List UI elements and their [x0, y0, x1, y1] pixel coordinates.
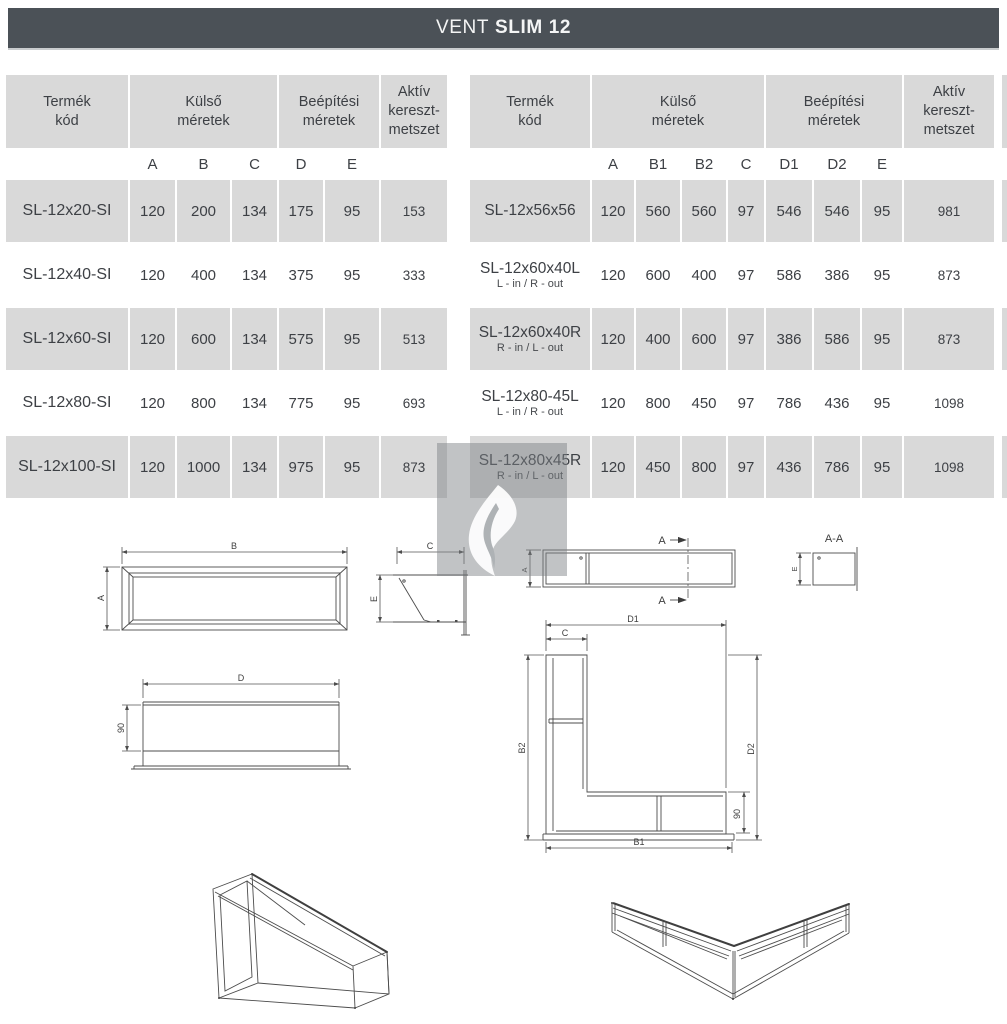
- dim-label-B1: B1: [633, 837, 645, 847]
- col-header-built-in-dims: Beépítési méretek: [766, 75, 902, 148]
- dim-value: 575: [279, 308, 323, 370]
- dim-value: 436: [824, 394, 850, 412]
- dim-value: 120: [130, 180, 175, 242]
- dim-value: 386: [824, 266, 850, 284]
- dim-label-D2: D2: [746, 743, 756, 755]
- active-cross-section-value: 873: [904, 308, 994, 370]
- dim-label-B: B: [230, 541, 238, 551]
- product-code: SL-12x20-SI: [6, 180, 128, 242]
- dim-letter: D1: [779, 155, 799, 173]
- product-code: SL-12x80-45L L - in / R - out: [481, 387, 579, 418]
- dim-value: 586: [776, 266, 802, 284]
- dim-letter: D2: [827, 155, 847, 173]
- product-code: SL-12x40-SI: [22, 265, 112, 283]
- dim-letter: A: [147, 155, 158, 173]
- col-header-active-cross-section: Aktív kereszt-metszet: [904, 75, 994, 148]
- dim-value: 800: [190, 394, 217, 412]
- active-cross-section-value: 873: [381, 436, 447, 498]
- product-code: SL-12x60x40L L - in / R - out: [480, 259, 580, 290]
- product-code: SL-12x80x45R R - in / L - out: [470, 436, 590, 498]
- dim-label-E-small: E: [790, 566, 799, 572]
- technical-drawings: [0, 500, 1007, 1024]
- col-header-product: Termék kód: [6, 75, 128, 148]
- dim-value: 375: [288, 266, 314, 284]
- dim-letter: B2: [694, 155, 714, 173]
- dim-value: 97: [737, 266, 755, 284]
- dim-value: 786: [814, 436, 860, 498]
- dim-value: 400: [636, 308, 680, 370]
- dim-value: 600: [177, 308, 230, 370]
- dim-value: 95: [325, 180, 379, 242]
- active-cross-section-value: 981: [904, 180, 994, 242]
- dim-value: 586: [814, 308, 860, 370]
- dim-value: 400: [691, 266, 717, 284]
- dim-value: 134: [241, 394, 268, 412]
- dim-label-C: C: [426, 541, 434, 551]
- col-header-outer-dims: Külső méretek: [592, 75, 764, 148]
- dim-value: 95: [873, 266, 891, 284]
- spacer: [470, 150, 590, 178]
- flow-direction: L - in / R - out: [496, 405, 564, 418]
- dim-value: 200: [177, 180, 230, 242]
- dim-letter: B: [198, 155, 209, 173]
- col-header-built-in-dims: Beépítési méretek: [279, 75, 379, 148]
- dim-value: 134: [232, 436, 277, 498]
- dim-label-90-corner: 90: [732, 808, 742, 820]
- drawing-front-view: [96, 541, 347, 630]
- dim-value: 386: [766, 308, 812, 370]
- active-cross-section-value: 1098: [933, 395, 965, 411]
- brand-watermark: [437, 443, 567, 576]
- dim-letter: B1: [648, 155, 668, 173]
- dim-letter: E: [876, 155, 887, 173]
- spacer: [6, 150, 128, 178]
- product-code: SL-12x56x56: [470, 180, 590, 242]
- dim-value: 120: [600, 266, 626, 284]
- active-cross-section-value: 513: [381, 308, 447, 370]
- dim-value: 800: [645, 394, 671, 412]
- dim-value: 97: [737, 394, 755, 412]
- dim-value: 134: [241, 266, 268, 284]
- dim-value: 120: [139, 266, 166, 284]
- section-arrow-label-top: A: [658, 535, 666, 547]
- drawing-3d-corner: [611, 902, 850, 1000]
- dim-value: 120: [130, 436, 175, 498]
- flow-direction: L - in / R - out: [496, 277, 564, 290]
- dim-value: 975: [279, 436, 323, 498]
- dim-value: 95: [862, 308, 902, 370]
- dim-value: 120: [130, 308, 175, 370]
- dim-label-A-small: A: [520, 567, 529, 573]
- dim-label-C2: C: [561, 628, 569, 638]
- dim-label-D1: D1: [627, 614, 639, 624]
- dim-value: 450: [636, 436, 680, 498]
- drawing-install-view: [116, 673, 351, 769]
- dim-label-B2: B2: [517, 742, 527, 754]
- dim-value: 436: [766, 436, 812, 498]
- dim-value: 97: [728, 308, 764, 370]
- dim-value: 560: [636, 180, 680, 242]
- drawing-3d-straight: [213, 873, 389, 1009]
- dim-label-90: 90: [116, 722, 126, 734]
- dim-value: 775: [288, 394, 314, 412]
- cropped-table-sliver: [1002, 436, 1007, 498]
- spacer: [381, 150, 447, 178]
- spacer: [904, 150, 994, 178]
- dim-value: 95: [325, 436, 379, 498]
- dim-value: 95: [862, 436, 902, 498]
- flow-direction: R - in / L - out: [496, 469, 564, 482]
- active-cross-section-value: 333: [402, 267, 426, 283]
- section-arrow-label-bottom: A: [658, 595, 666, 607]
- dim-letter: E: [346, 155, 357, 173]
- spec-table-corner: [470, 75, 994, 498]
- dim-label-A: A: [96, 594, 106, 602]
- dim-value: 546: [814, 180, 860, 242]
- product-code: SL-12x60-SI: [6, 308, 128, 370]
- dim-value: 97: [728, 436, 764, 498]
- dim-value: 97: [728, 180, 764, 242]
- active-cross-section-value: 153: [381, 180, 447, 242]
- dim-letter: A: [607, 155, 618, 173]
- product-code: SL-12x100-SI: [6, 436, 128, 498]
- product-code: SL-12x80-SI: [22, 393, 112, 411]
- title-bar: [8, 8, 999, 50]
- dim-value: 134: [232, 308, 277, 370]
- dim-letter: C: [740, 155, 752, 173]
- dim-label-D: D: [237, 673, 245, 683]
- dim-value: 95: [325, 308, 379, 370]
- dim-value: 95: [873, 394, 891, 412]
- section-view-title: A-A: [824, 533, 844, 545]
- dim-value: 95: [343, 394, 361, 412]
- dim-value: 120: [139, 394, 166, 412]
- title-product: SLIM 12: [495, 17, 572, 38]
- dim-value: 800: [682, 436, 726, 498]
- drawing-corner-plan: [517, 614, 762, 853]
- cropped-table-sliver: [1002, 180, 1007, 242]
- dim-value: 120: [592, 436, 634, 498]
- spec-table-straight: [6, 75, 447, 498]
- col-header-active-cross-section: Aktív kereszt-metszet: [381, 75, 447, 148]
- dim-value: 120: [592, 308, 634, 370]
- active-cross-section-value: 693: [402, 395, 426, 411]
- active-cross-section-value: 873: [937, 267, 961, 283]
- title-prefix: VENT: [435, 17, 490, 38]
- dim-value: 560: [682, 180, 726, 242]
- dim-letter: D: [295, 155, 307, 173]
- dim-value: 134: [232, 180, 277, 242]
- dim-value: 175: [279, 180, 323, 242]
- dim-letter: C: [249, 155, 260, 173]
- dim-value: 120: [600, 394, 626, 412]
- dim-value: 400: [190, 266, 217, 284]
- cropped-table-sliver: [1002, 308, 1007, 370]
- flow-direction: R - in / L - out: [496, 341, 564, 354]
- dim-value: 120: [592, 180, 634, 242]
- dim-value: 600: [682, 308, 726, 370]
- cropped-table-sliver: [1002, 75, 1007, 148]
- flame-icon: [465, 483, 535, 578]
- dim-label-E: E: [369, 595, 379, 603]
- dim-value: 786: [776, 394, 802, 412]
- col-header-outer-dims: Külső méretek: [130, 75, 277, 148]
- dim-value: 546: [766, 180, 812, 242]
- dim-value: 1000: [177, 436, 230, 498]
- col-header-product: Termék kód: [470, 75, 590, 148]
- dim-value: 600: [645, 266, 671, 284]
- product-code: SL-12x60x40R R - in / L - out: [470, 308, 590, 370]
- dim-value: 95: [862, 180, 902, 242]
- dim-value: 95: [343, 266, 361, 284]
- drawing-section-a-a: [790, 533, 857, 591]
- dim-value: 450: [691, 394, 717, 412]
- active-cross-section-value: 1098: [904, 436, 994, 498]
